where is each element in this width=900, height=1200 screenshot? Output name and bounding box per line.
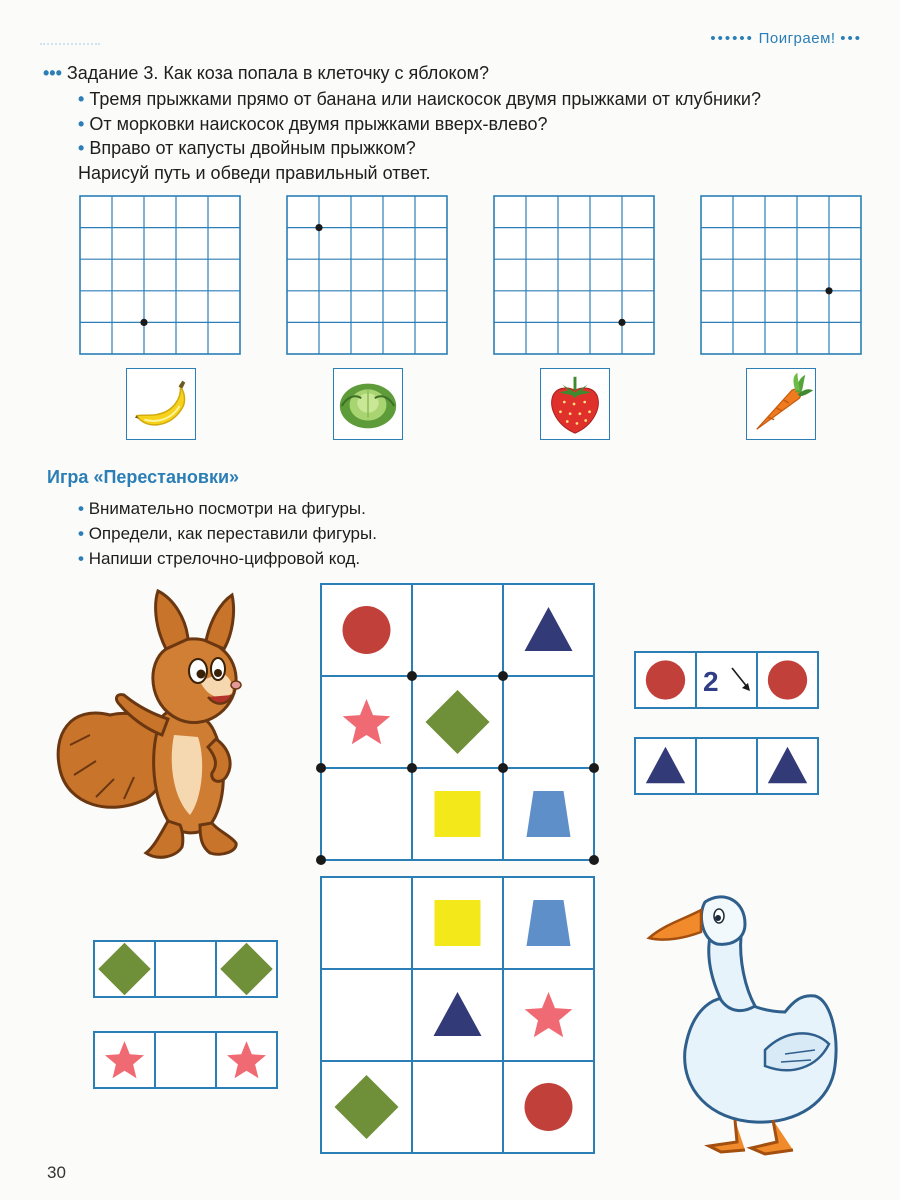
grid-frame xyxy=(701,196,861,354)
carrot-icon xyxy=(747,369,815,439)
example-code-label: 2 xyxy=(703,666,719,697)
bullet-icon: • xyxy=(78,89,85,109)
carrot-card[interactable] xyxy=(746,368,816,440)
answer-row[interactable] xyxy=(635,652,818,708)
task-bullet-icon: ••• xyxy=(43,63,62,83)
start-dot xyxy=(315,224,322,231)
node-dot xyxy=(498,763,508,773)
task3-title: Задание 3. Как коза попала в клеточку с яблоком? xyxy=(66,63,489,83)
bullet-icon: • xyxy=(78,499,84,518)
grid-cell[interactable] xyxy=(525,1083,573,1131)
cabbage-card[interactable] xyxy=(333,368,403,440)
top-figure-grid[interactable] xyxy=(316,584,599,865)
start-dot xyxy=(140,319,147,326)
path-grid-carrot[interactable] xyxy=(701,196,861,354)
answer-row[interactable] xyxy=(635,738,818,794)
answer-row[interactable] xyxy=(94,1032,277,1088)
code-input-cell[interactable] xyxy=(157,943,214,995)
grid-frame xyxy=(494,196,654,354)
code-input-cell[interactable] xyxy=(698,740,755,792)
code-input-cell[interactable] xyxy=(157,1034,214,1086)
red-circle-shape xyxy=(646,660,685,699)
instruction-text: Внимательно посмотри на фигуры. xyxy=(88,499,366,518)
node-dot xyxy=(316,763,326,773)
yellow-square-shape xyxy=(435,900,481,946)
answer-row[interactable] xyxy=(94,941,277,997)
node-dot xyxy=(316,855,326,865)
banana-icon xyxy=(127,369,195,439)
grid-frame xyxy=(287,196,447,354)
path-grid-cabbage[interactable] xyxy=(287,196,447,354)
header-dots-right: ••• xyxy=(840,30,862,47)
banana-card[interactable] xyxy=(126,368,196,440)
path-grid-strawberry[interactable] xyxy=(494,196,654,354)
grid-cell[interactable] xyxy=(527,791,571,837)
node-dot xyxy=(498,671,508,681)
task3-instruction: Нарисуй путь и обведи правильный ответ. xyxy=(78,163,431,183)
bullet-icon: • xyxy=(78,114,85,134)
header-label: Поиграем! xyxy=(758,30,836,47)
node-dot xyxy=(407,671,417,681)
game-instruction-3 xyxy=(78,547,360,571)
instruction-text: Напиши стрелочно-цифровой код. xyxy=(88,549,361,568)
grid-cell[interactable] xyxy=(343,606,391,654)
red-circle-shape xyxy=(525,1083,573,1131)
game-instruction-1 xyxy=(78,497,366,521)
bottom-figure-grid[interactable] xyxy=(321,877,594,1153)
bullet-icon: • xyxy=(78,138,85,158)
start-dot xyxy=(825,287,832,294)
permutation-game xyxy=(0,570,900,1170)
game-title: Игра «Перестановки» xyxy=(47,467,240,487)
instruction-text: Определи, как переставили фигуры. xyxy=(88,524,377,543)
grid-cell[interactable] xyxy=(435,791,481,837)
red-circle-shape xyxy=(768,660,807,699)
grid-cell[interactable] xyxy=(527,900,571,946)
bullet-icon: • xyxy=(78,524,84,543)
page-number: 30 xyxy=(47,1163,66,1182)
start-dot xyxy=(618,319,625,326)
blue-trapezoid-shape xyxy=(527,791,571,837)
question-text: От морковки наискосок двумя прыжками вверх-влево? xyxy=(89,114,548,134)
yellow-square-shape xyxy=(435,791,481,837)
strawberry-card[interactable] xyxy=(540,368,610,440)
question-text: Вправо от капусты двойным прыжком? xyxy=(89,138,416,158)
grid-frame xyxy=(80,196,240,354)
cabbage-icon xyxy=(334,369,402,439)
header-dots: •••••• xyxy=(710,30,754,47)
red-circle-shape xyxy=(343,606,391,654)
node-dot xyxy=(589,763,599,773)
bullet-icon: • xyxy=(78,549,84,568)
question-text: Тремя прыжками прямо от банана или наискосок двумя прыжками от клубники? xyxy=(89,89,761,109)
node-dot xyxy=(589,855,599,865)
strawberry-icon xyxy=(541,369,609,439)
blue-trapezoid-shape xyxy=(527,900,571,946)
grid-cell[interactable] xyxy=(435,900,481,946)
path-grid-banana[interactable] xyxy=(80,196,240,354)
node-dot xyxy=(407,763,417,773)
game-instruction-2 xyxy=(78,522,377,546)
